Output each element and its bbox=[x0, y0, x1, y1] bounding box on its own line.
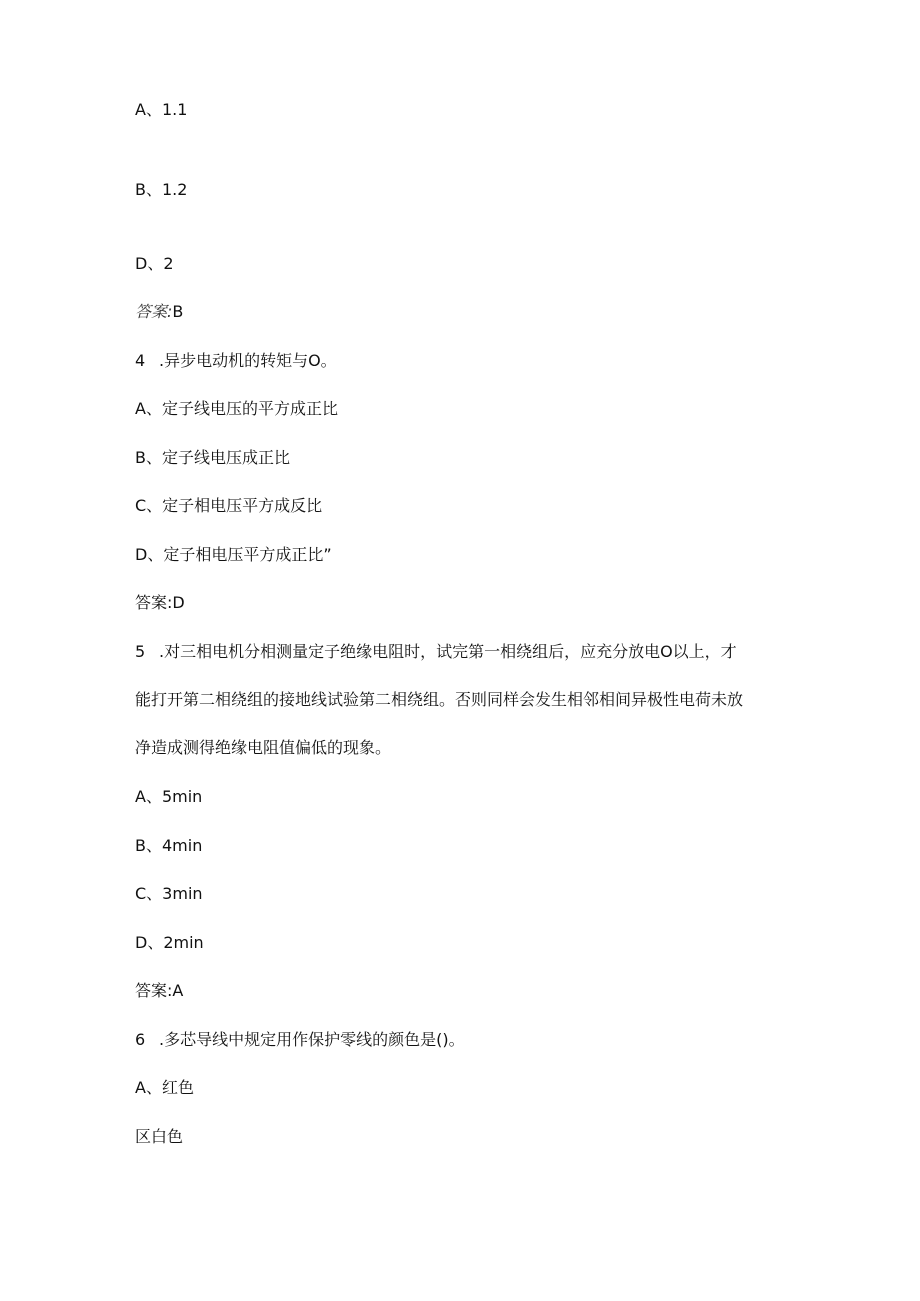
q5-option-d: D、2min bbox=[135, 933, 204, 952]
q6-option-a: A、红色 bbox=[135, 1078, 194, 1097]
q6-text: .多芯导线中规定用作保护零线的颜色是()。 bbox=[159, 1030, 465, 1049]
q5-option-c: C、3min bbox=[135, 884, 203, 903]
q4-question bbox=[135, 351, 337, 371]
q3-option-d: D、2 bbox=[135, 254, 174, 273]
q3-option-b: B、1.2 bbox=[135, 180, 188, 199]
q5-option-a: A、5min bbox=[135, 787, 203, 806]
q5-question-line-1 bbox=[135, 642, 737, 662]
q5-text-line-1: .对三相电机分相测量定子绝缘电阻时，试完第一相绕组后，应充分放电O以上，才 bbox=[159, 642, 737, 661]
q5-question-line-2: 能打开第二相绕组的接地线试验第二相绕组。否则同样会发生相邻相间异极性电荷未放 bbox=[135, 690, 744, 709]
q4-text: .异步电动机的转矩与O。 bbox=[159, 351, 337, 370]
q4-option-b: B、定子线电压成正比 bbox=[135, 448, 290, 467]
q5-option-b: B、4min bbox=[135, 836, 203, 855]
q4-option-c: C、定子相电压平方成反比 bbox=[135, 496, 323, 515]
q4-option-a: A、定子线电压的平方成正比 bbox=[135, 399, 338, 418]
q3-answer-prefix: 答案: bbox=[135, 302, 173, 321]
q5-answer: 答案:A bbox=[135, 981, 184, 1000]
q5-question-line-3: 净造成测得绝缘电阻值偏低的现象。 bbox=[135, 738, 392, 757]
q3-answer bbox=[135, 302, 183, 322]
q4-number: 4 bbox=[135, 351, 146, 370]
q6-question bbox=[135, 1030, 465, 1050]
q4-answer: 答案:D bbox=[135, 593, 185, 612]
q6-number: 6 bbox=[135, 1030, 146, 1049]
q6-option-b: 区白色 bbox=[135, 1127, 184, 1146]
q5-number: 5 bbox=[135, 642, 146, 661]
q3-answer-value: B bbox=[172, 302, 184, 321]
q4-option-d: D、定子相电压平方成正比” bbox=[135, 545, 332, 564]
q3-option-a: A、1.1 bbox=[135, 100, 188, 119]
